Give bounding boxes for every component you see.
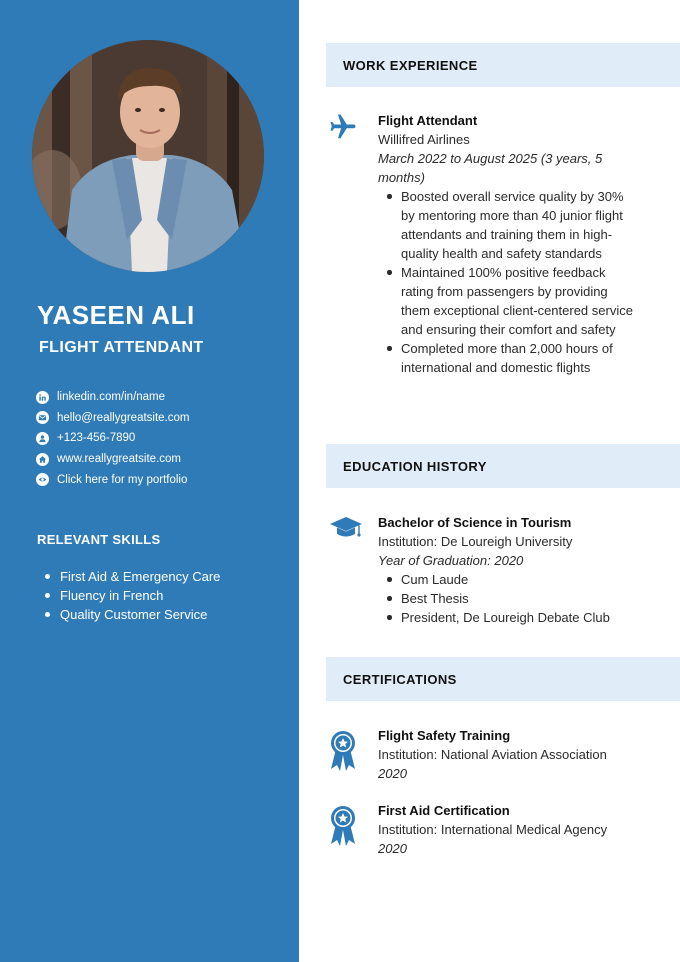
contact-website[interactable] [36,449,189,470]
education-entry [378,513,640,627]
person-name: YASEEN ALI [37,300,195,330]
skill-item: Fluency in French [42,586,220,605]
contact-email[interactable] [36,408,189,429]
linkedin-icon [36,391,49,404]
airplane-icon [328,112,358,142]
contact-website-text: www.reallygreatsite.com [57,453,181,466]
phone-person-icon [36,432,49,445]
contact-list [36,387,189,490]
education-degree: Bachelor of Science in Tourism [378,515,572,530]
contact-phone-text: +123-456-7890 [57,432,136,445]
education-heading: EDUCATION HISTORY [326,444,680,488]
sidebar [0,0,299,962]
award-ribbon-icon [329,729,357,773]
education-bullets [378,570,640,627]
certification-title: First Aid Certification [378,803,510,818]
contact-portfolio-text: Click here for my portfolio [57,473,188,486]
certification-entry [378,726,640,783]
certification-year: 2020 [378,841,407,856]
work-bullet: Completed more than 2,000 hours of international and domestic flights [378,339,640,377]
work-company: Willifred Airlines [378,132,470,147]
work-dates: March 2022 to August 2025 (3 years, 5 months) [378,151,603,185]
certification-entry [378,801,640,858]
education-bullet: Cum Laude [378,570,640,589]
education-graduation: Year of Graduation: 2020 [378,553,524,568]
skills-list [42,567,220,624]
skill-item: Quality Customer Service [42,605,220,624]
home-icon [36,453,49,466]
job-title: FLIGHT ATTENDANT [39,339,204,356]
skill-item: First Aid & Emergency Care [42,567,220,586]
contact-email-text: hello@reallygreatsite.com [57,411,190,424]
education-bullet: President, De Loureigh Debate Club [378,608,640,627]
eye-icon [36,473,49,486]
contact-linkedin[interactable] [36,387,189,408]
work-bullet: Maintained 100% positive feedback rating from passengers by providing them exceptional client-centered service and ensuring their comfort and safety [378,263,640,339]
certification-institution: Institution: National Aviation Association [378,747,607,762]
education-institution: Institution: De Loureigh University [378,534,573,549]
work-bullets [378,187,640,377]
education-bullet: Best Thesis [378,589,640,608]
certification-title: Flight Safety Training [378,728,511,743]
email-icon [36,411,49,424]
award-ribbon-icon [329,804,357,848]
contact-phone[interactable] [36,428,189,449]
certifications-heading: CERTIFICATIONS [326,657,680,701]
contact-portfolio[interactable] [36,469,189,490]
certification-year: 2020 [378,766,407,781]
work-bullet: Boosted overall service quality by 30% by mentoring more than 40 junior flight attendants and training them in high-quality health and safety standards [378,187,640,263]
work-entry [378,111,640,377]
work-experience-heading: WORK EXPERIENCE [326,43,680,87]
work-job-title: Flight Attendant [378,113,478,128]
profile-photo [32,40,264,272]
graduation-cap-icon [328,515,364,541]
skills-heading: RELEVANT SKILLS [37,532,161,547]
contact-linkedin-text: linkedin.com/in/name [57,391,166,404]
profile-photo-illustration [32,40,264,272]
certification-institution: Institution: International Medical Agency [378,822,608,837]
